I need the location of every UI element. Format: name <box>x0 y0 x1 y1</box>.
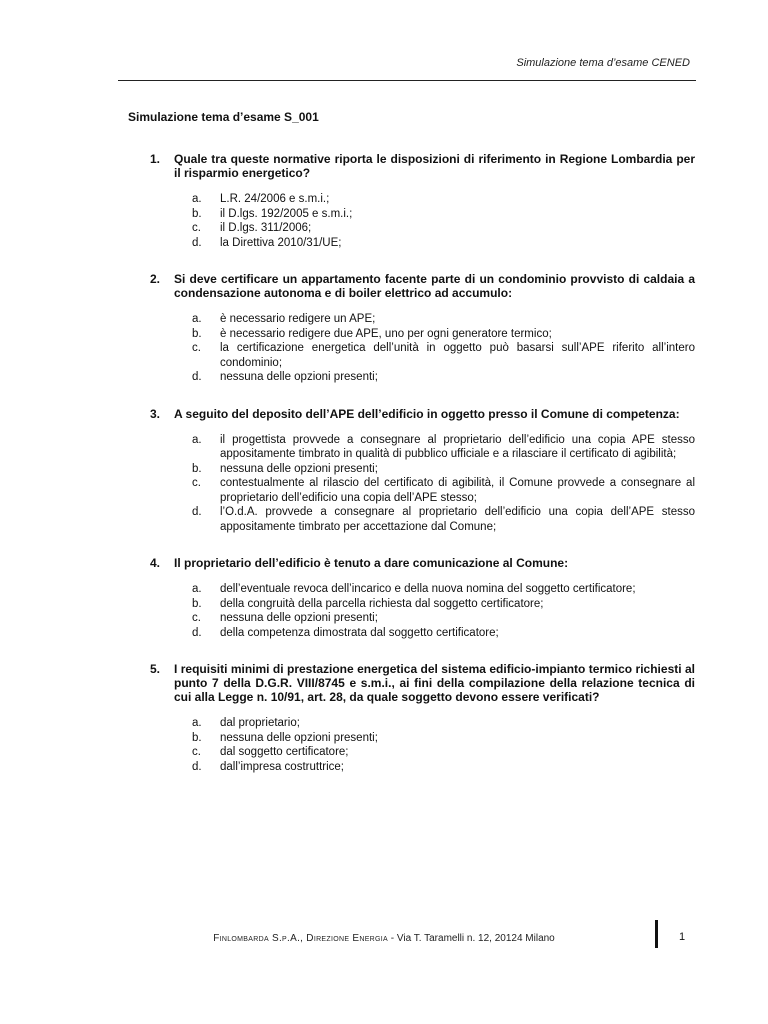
option-text: nessuna delle opzioni presenti; <box>220 371 378 383</box>
header-divider <box>118 80 696 81</box>
option-text: la certificazione energetica dell’unità in oggetto può basarsi sull’APE riferito all’intero condominio; <box>220 342 695 369</box>
question-number: 4. <box>150 556 161 570</box>
option-letter: a. <box>192 193 202 205</box>
option-text: il D.lgs. 311/2006; <box>220 222 312 234</box>
option-letter: a. <box>192 433 202 446</box>
option-a <box>192 312 695 327</box>
document-title: Simulazione tema d’esame S_001 <box>128 110 319 124</box>
page-footer <box>0 933 768 944</box>
question-list <box>150 152 695 796</box>
option-b <box>192 597 695 612</box>
option-c <box>192 476 695 505</box>
option-letter: c. <box>192 222 201 234</box>
option-a <box>192 433 695 462</box>
option-text: è necessario redigere un APE; <box>220 313 376 325</box>
question-5 <box>150 662 695 774</box>
question-4 <box>150 556 695 640</box>
option-text: la Direttiva 2010/31/UE; <box>220 236 342 249</box>
option-text: nessuna delle opzioni presenti; <box>220 612 378 624</box>
page-number: 1 <box>679 931 686 943</box>
option-text: dall’impresa costruttrice; <box>220 760 344 773</box>
option-letter: a. <box>192 717 202 729</box>
footer-address: - Via T. Taramelli n. 12, 20124 Milano <box>387 933 555 944</box>
option-text: il progettista provvede a consegnare al proprietario dell’edificio una copia APE stesso appositamente timbrato in qualità di pubblico ufficiale e a rilasciare il certificato di agibilità; <box>220 433 695 460</box>
question-2 <box>150 272 695 385</box>
option-letter: b. <box>192 462 202 475</box>
option-text: il D.lgs. 192/2005 e s.m.i.; <box>220 207 353 220</box>
option-a <box>192 582 695 597</box>
option-letter: c. <box>192 746 201 758</box>
option-c <box>192 611 695 626</box>
option-text: l’O.d.A. provvede a consegnare al proprietario dell’edificio una copia dell’APE stesso appositamente timbrato per accettazione dal Comune; <box>220 506 695 533</box>
option-letter: b. <box>192 731 202 744</box>
option-text: dal soggetto certificatore; <box>220 746 349 758</box>
option-list <box>192 433 695 535</box>
question-text: Si deve certificare un appartamento facente parte di un condominio provvisto di caldaia a condensazione autonoma e di boiler elettrico ad accumulo: <box>174 272 695 300</box>
question-number: 3. <box>150 406 161 421</box>
option-a <box>192 192 695 207</box>
option-text: della congruità della parcella richiesta dal soggetto certificatore; <box>220 597 544 610</box>
option-c <box>192 221 695 236</box>
option-c <box>192 341 695 370</box>
question-text: Il proprietario dell’edificio è tenuto a dare comunicazione al Comune: <box>174 556 569 570</box>
option-letter: d. <box>192 506 202 518</box>
option-text: è necessario redigere due APE, uno per ogni generatore termico; <box>220 327 552 340</box>
option-d <box>192 760 695 775</box>
option-c <box>192 745 695 760</box>
option-letter: c. <box>192 612 201 624</box>
question-number: 5. <box>150 662 161 676</box>
option-text: L.R. 24/2006 e s.m.i.; <box>220 193 330 205</box>
question-text: I requisiti minimi di prestazione energetica del sistema edificio-impianto termico richiesti al punto 7 della D.G.R. VIII/8745 e s.m.i., ai fini della compilazione della relazione tecnica di cui alla Legge n. 10/91, art. 28, da quale soggetto devono essere verificati? <box>174 662 695 704</box>
option-letter: d. <box>192 760 202 773</box>
option-list <box>192 312 695 385</box>
footer-company: Finlombarda S.p.A., Direzione Energia <box>213 933 388 944</box>
option-text: dell’eventuale revoca dell’incarico e della nuova nomina del soggetto certificatore; <box>220 583 636 595</box>
option-text: contestualmente al rilascio del certificato di agibilità, il Comune provvede a consegnare al proprietario dell’edificio una copia dell’APE stesso; <box>220 477 695 504</box>
option-letter: d. <box>192 626 202 639</box>
question-3 <box>150 407 695 535</box>
option-b <box>192 327 695 342</box>
option-letter: d. <box>192 371 202 383</box>
option-d <box>192 236 695 251</box>
option-letter: d. <box>192 236 202 249</box>
option-b <box>192 207 695 222</box>
question-text: A seguito del deposito dell’APE dell’edificio in oggetto presso il Comune di competenza: <box>174 406 680 421</box>
question-1 <box>150 152 695 250</box>
option-a <box>192 716 695 731</box>
question-number: 2. <box>150 272 161 286</box>
option-letter: a. <box>192 313 202 325</box>
option-letter: a. <box>192 583 202 595</box>
question-number: 1. <box>150 152 161 166</box>
option-text: della competenza dimostrata dal soggetto certificatore; <box>220 626 499 639</box>
option-list <box>192 192 695 250</box>
option-letter: b. <box>192 207 202 220</box>
option-d <box>192 370 695 385</box>
option-list <box>192 582 695 640</box>
option-list <box>192 716 695 774</box>
option-letter: c. <box>192 477 201 489</box>
option-letter: c. <box>192 342 201 354</box>
option-text: nessuna delle opzioni presenti; <box>220 731 378 744</box>
option-d <box>192 626 695 641</box>
option-letter: b. <box>192 597 202 610</box>
footer-bar <box>655 920 658 948</box>
option-text: dal proprietario; <box>220 717 300 729</box>
option-letter: b. <box>192 327 202 340</box>
question-text: Quale tra queste normative riporta le disposizioni di riferimento in Regione Lombardia per il risparmio energetico? <box>174 152 695 180</box>
option-b <box>192 462 695 477</box>
option-text: nessuna delle opzioni presenti; <box>220 462 378 475</box>
running-header: Simulazione tema d’esame CENED <box>516 57 690 69</box>
option-b <box>192 731 695 746</box>
option-d <box>192 505 695 534</box>
